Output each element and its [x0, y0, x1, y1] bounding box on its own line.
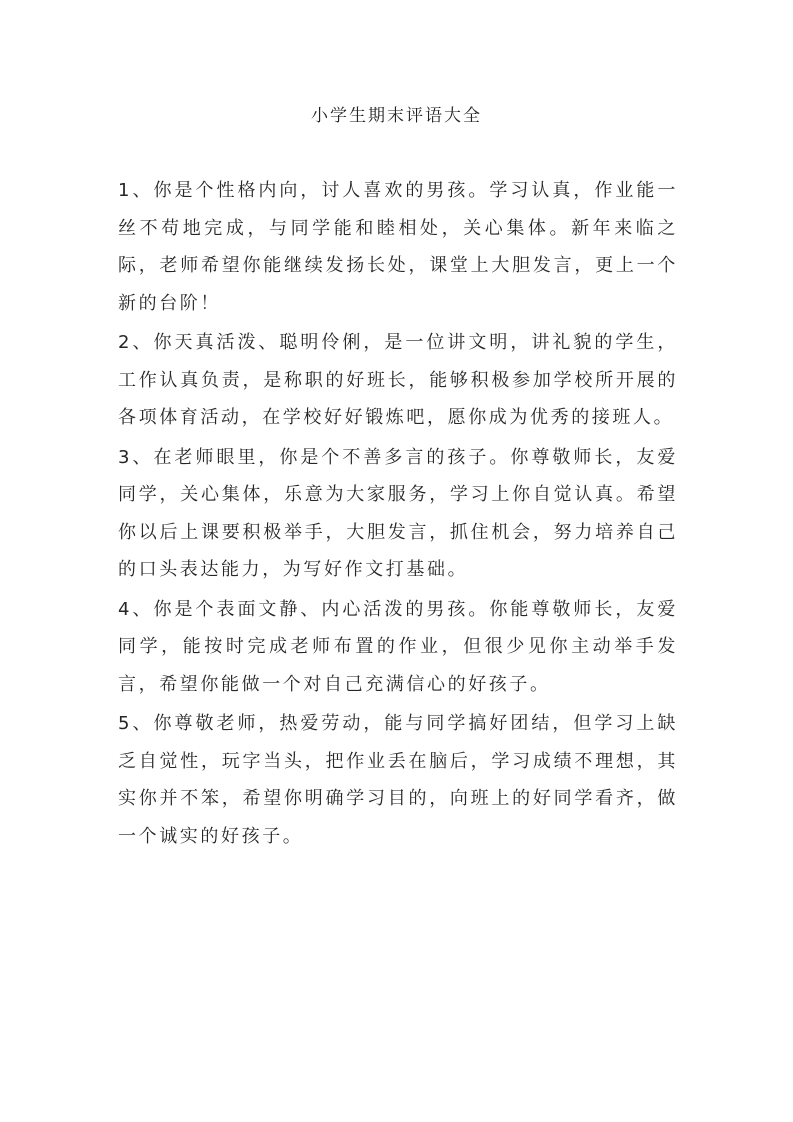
comment-paragraph-1: 1、你是个性格内向，讨人喜欢的男孩。学习认真，作业能一丝不苟地完成，与同学能和睦相处，关心集体。新年来临之际，老师希望你能继续发扬长处，课堂上大胆发言，更上一个新的台阶！: [118, 180, 678, 314]
comment-paragraph-5: 5、你尊敬老师，热爱劳动，能与同学搞好团结，但学习上缺乏自觉性，玩字当头，把作业丢在脑后，学习成绩不理想，其实你并不笨，希望你明确学习目的，向班上的好同学看齐，做一个诚实的好孩子。: [118, 713, 678, 847]
document-body: [118, 172, 678, 857]
document-title: 小学生期末评语大全: [311, 106, 482, 126]
comment-paragraph-3: 3、在老师眼里，你是个不善多言的孩子。你尊敬师长，友爱同学，关心集体，乐意为大家服务，学习上你自觉认真。希望你以后上课要积极举手，大胆发言，抓住机会，努力培养自己的口头表达能力，为写好作文打基础。: [118, 446, 678, 580]
comment-paragraph-4: 4、你是个表面文静、内心活泼的男孩。你能尊敬师长，友爱同学，能按时完成老师布置的作业，但很少见你主动举手发言，希望你能做一个对自己充满信心的好孩子。: [118, 598, 678, 695]
comment-paragraph-2: 2、你天真活泼、聪明伶俐，是一位讲文明，讲礼貌的学生，工作认真负责，是称职的好班长，能够积极参加学校所开展的各项体育活动，在学校好好锻炼吧，愿你成为优秀的接班人。: [118, 332, 678, 428]
